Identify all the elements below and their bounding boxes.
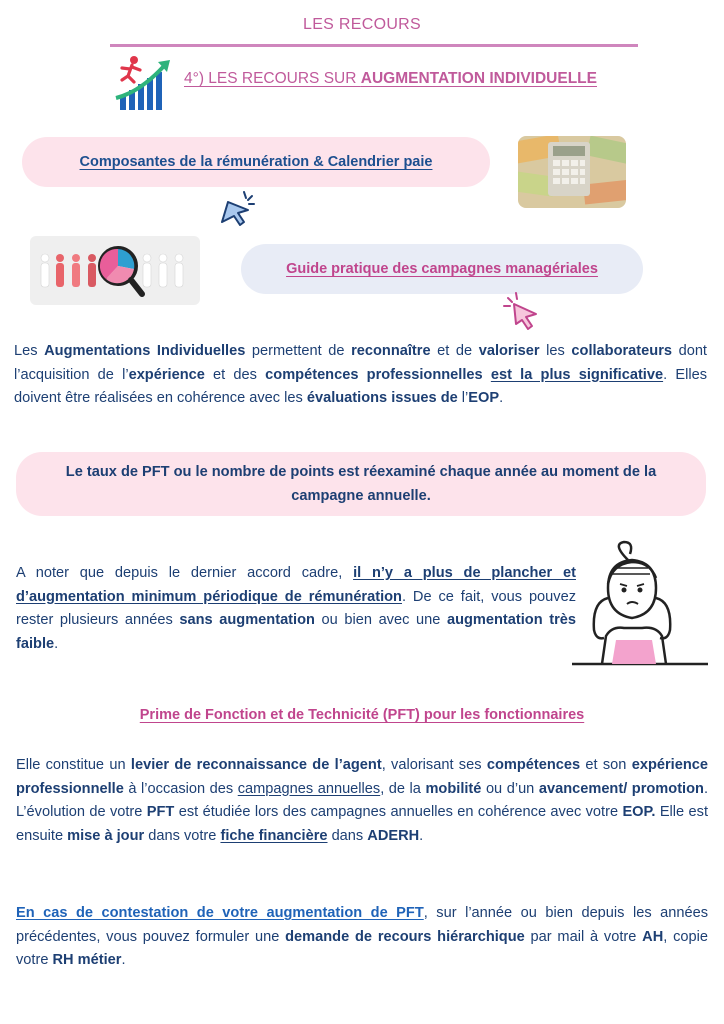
pft-reexamen-callout: Le taux de PFT ou le nombre de points est réexaminé chaque année au moment de la campagne annuelle. <box>16 452 706 516</box>
guide-pratique-link[interactable]: Guide pratique des campagnes managériales <box>241 244 643 294</box>
money-calculator-image <box>518 136 626 208</box>
augmentations-intro-paragraph: Les Augmentations Individuelles permettent de reconnaître et de valoriser les collaborateurs dont l’acquisition de l’expérience et des compétences professionnelles est la plus significative. Elles doivent être réalisées en cohérence avec les évaluations issues de l’EOP. <box>14 343 707 406</box>
contestation-link[interactable]: En cas de contestation de votre augmentation de PFT <box>16 905 424 921</box>
growth-chart-runner-icon <box>112 52 174 114</box>
cursor-click-icon <box>500 290 544 332</box>
contestation-paragraph: En cas de contestation de votre augmentation de PFT, sur l’année ou bien depuis les années précédentes, vous pouvez formuler une demande de recours hiérarchique par mail à votre AH, copie votre RH métier. <box>16 905 708 968</box>
pft-subheading[interactable]: Prime de Fonction et de Technicité (PFT) pour les fonctionnaires <box>139 707 585 723</box>
pft-description-paragraph: Elle constitue un levier de reconnaissance de l’agent, valorisant ses compétences et son expérience professionnelle à l’occasion des campagnes annuelles, de la mobilité ou d’un avancement/ promotion. L’évolution de votre PFT est étudiée lors des campagnes annuelles en cohérence avec votre EOP. Elle est ensuite mise à jour dans votre fiche financière dans ADERH. <box>16 757 709 844</box>
header-divider <box>110 44 638 47</box>
page-header-title: LES RECOURS <box>303 16 421 33</box>
accord-cadre-paragraph: A noter que depuis le dernier accord cadre, il n’y a plus de plancher et d’augmentation minimum périodique de rémunération. De ce fait, vous pouvez rester plusieurs années sans augmentation ou bien avec une augmentation très faible. <box>16 565 576 652</box>
cursor-click-icon <box>214 186 260 230</box>
composantes-remuneration-link[interactable]: Composantes de la rémunération & Calendrier paie <box>22 137 490 187</box>
section-title: 4°) LES RECOURS SUR AUGMENTATION INDIVIDUELLE <box>184 70 597 87</box>
worried-woman-illustration <box>572 540 708 668</box>
people-magnifier-icon <box>30 236 200 305</box>
